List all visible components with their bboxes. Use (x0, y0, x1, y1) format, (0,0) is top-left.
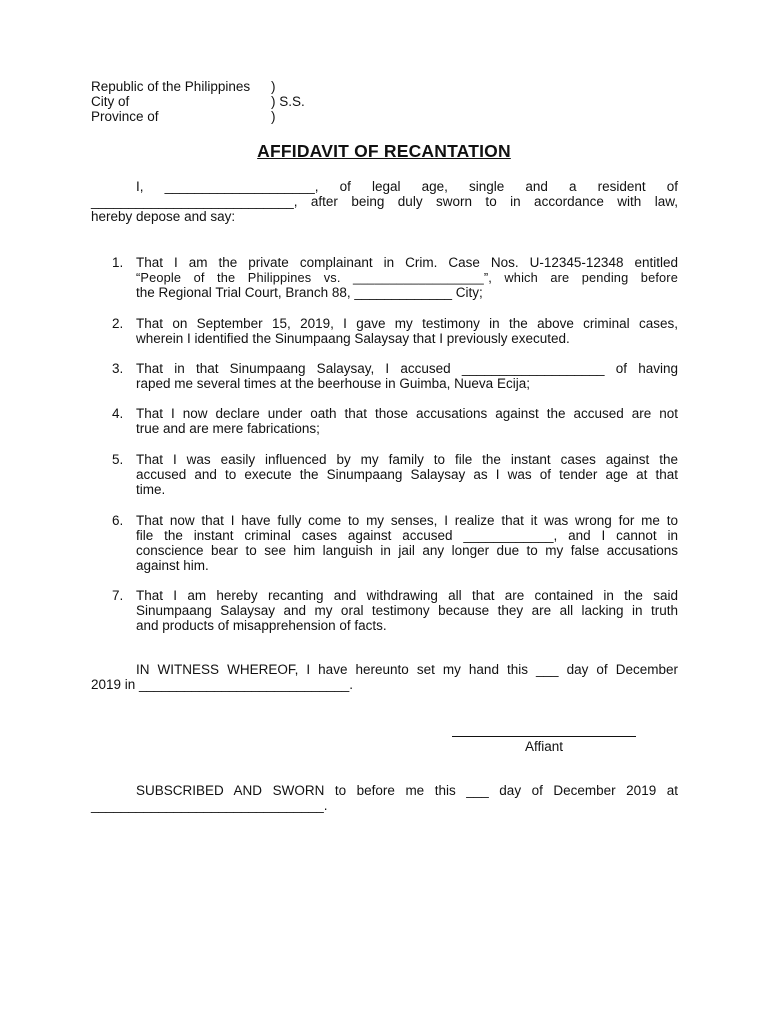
item-text (136, 513, 678, 573)
venue-province: Province of (91, 109, 159, 124)
document-title: AFFIDAVIT OF RECANTATION (257, 141, 511, 161)
item-line: raped me several times at the beerhouse in Guimba, Nueva Ecija; (136, 376, 530, 391)
jurat-line-1: SUBSCRIBED AND SWORN to before me this ___ day of December 2019 at (136, 783, 678, 798)
venue-city: City of (91, 94, 130, 109)
item-line: That I am the private complainant in Crim. Case Nos. U-12345-12348 entitled (136, 255, 678, 270)
item-number: 6. (112, 513, 124, 528)
item-line: “People of the Philippines vs. __________________”, which are pending before (136, 270, 678, 285)
item-text (136, 588, 678, 633)
item-number: 3. (112, 361, 124, 376)
item-text (136, 406, 678, 436)
item-line: accused and to execute the Sinumpaang Salaysay as I was of tender age at that (136, 467, 678, 482)
item-line: true and are mere fabrications; (136, 421, 320, 436)
item-line: wherein I identified the Sinumpaang Salaysay that I previously executed. (136, 331, 570, 346)
item-line: the Regional Trial Court, Branch 88, _____________ City; (136, 285, 483, 300)
item-line: That I am hereby recanting and withdrawing all that are contained in the said (136, 588, 678, 603)
item-line: That I was easily influenced by my family to file the instant cases against the (136, 452, 678, 467)
item-line: against him. (136, 558, 209, 573)
jurat-paragraph (91, 783, 678, 813)
venue-republic: Republic of the Philippines (91, 79, 251, 94)
item-text (136, 316, 678, 346)
item-number: 1. (112, 255, 124, 270)
intro-line-2: ___________________________, after being duly sworn to in accordance with law, (91, 194, 678, 209)
item-number: 5. (112, 452, 124, 467)
witness-paragraph (91, 662, 678, 692)
item-line: That now that I have fully come to my senses, I realize that it was wrong for me to (136, 513, 678, 528)
item-number: 4. (112, 406, 124, 421)
intro-line-1: I, ____________________, of legal age, single and a resident of (136, 179, 678, 194)
item-line: and products of misapprehension of facts. (136, 618, 387, 633)
witness-line-1: IN WITNESS WHEREOF, I have hereunto set my hand this ___ day of December (136, 662, 678, 677)
intro-paragraph (91, 179, 678, 224)
item-line: conscience bear to see him languish in jail any longer due to my false accusations (136, 543, 678, 558)
item-line: time. (136, 482, 166, 497)
item-line: That on September 15, 2019, I gave my testimony in the above criminal cases, (136, 316, 678, 331)
item-text (136, 255, 678, 300)
item-line: Sinumpaang Salaysay and my oral testimony because they are all lacking in truth (136, 603, 678, 618)
item-number: 2. (112, 316, 124, 331)
venue-paren-ss: ) S.S. (271, 94, 305, 109)
affiant-label: Affiant (524, 739, 564, 754)
item-line: That in that Sinumpaang Salaysay, I accused ___________________ of having (136, 361, 678, 376)
item-text (136, 361, 678, 391)
item-text (136, 452, 678, 497)
venue-paren-1: ) (271, 79, 276, 94)
item-line: That I now declare under oath that those accusations against the accused are not (136, 406, 678, 421)
affiant-signature-line (452, 736, 636, 737)
item-line: file the instant criminal cases against accused ____________, and I cannot in (136, 528, 678, 543)
item-number: 7. (112, 588, 124, 603)
intro-line-3: hereby depose and say: (91, 209, 236, 224)
jurat-line-2: _______________________________. (91, 798, 328, 813)
witness-line-2: 2019 in ____________________________. (91, 677, 354, 692)
venue-paren-3: ) (271, 109, 276, 124)
